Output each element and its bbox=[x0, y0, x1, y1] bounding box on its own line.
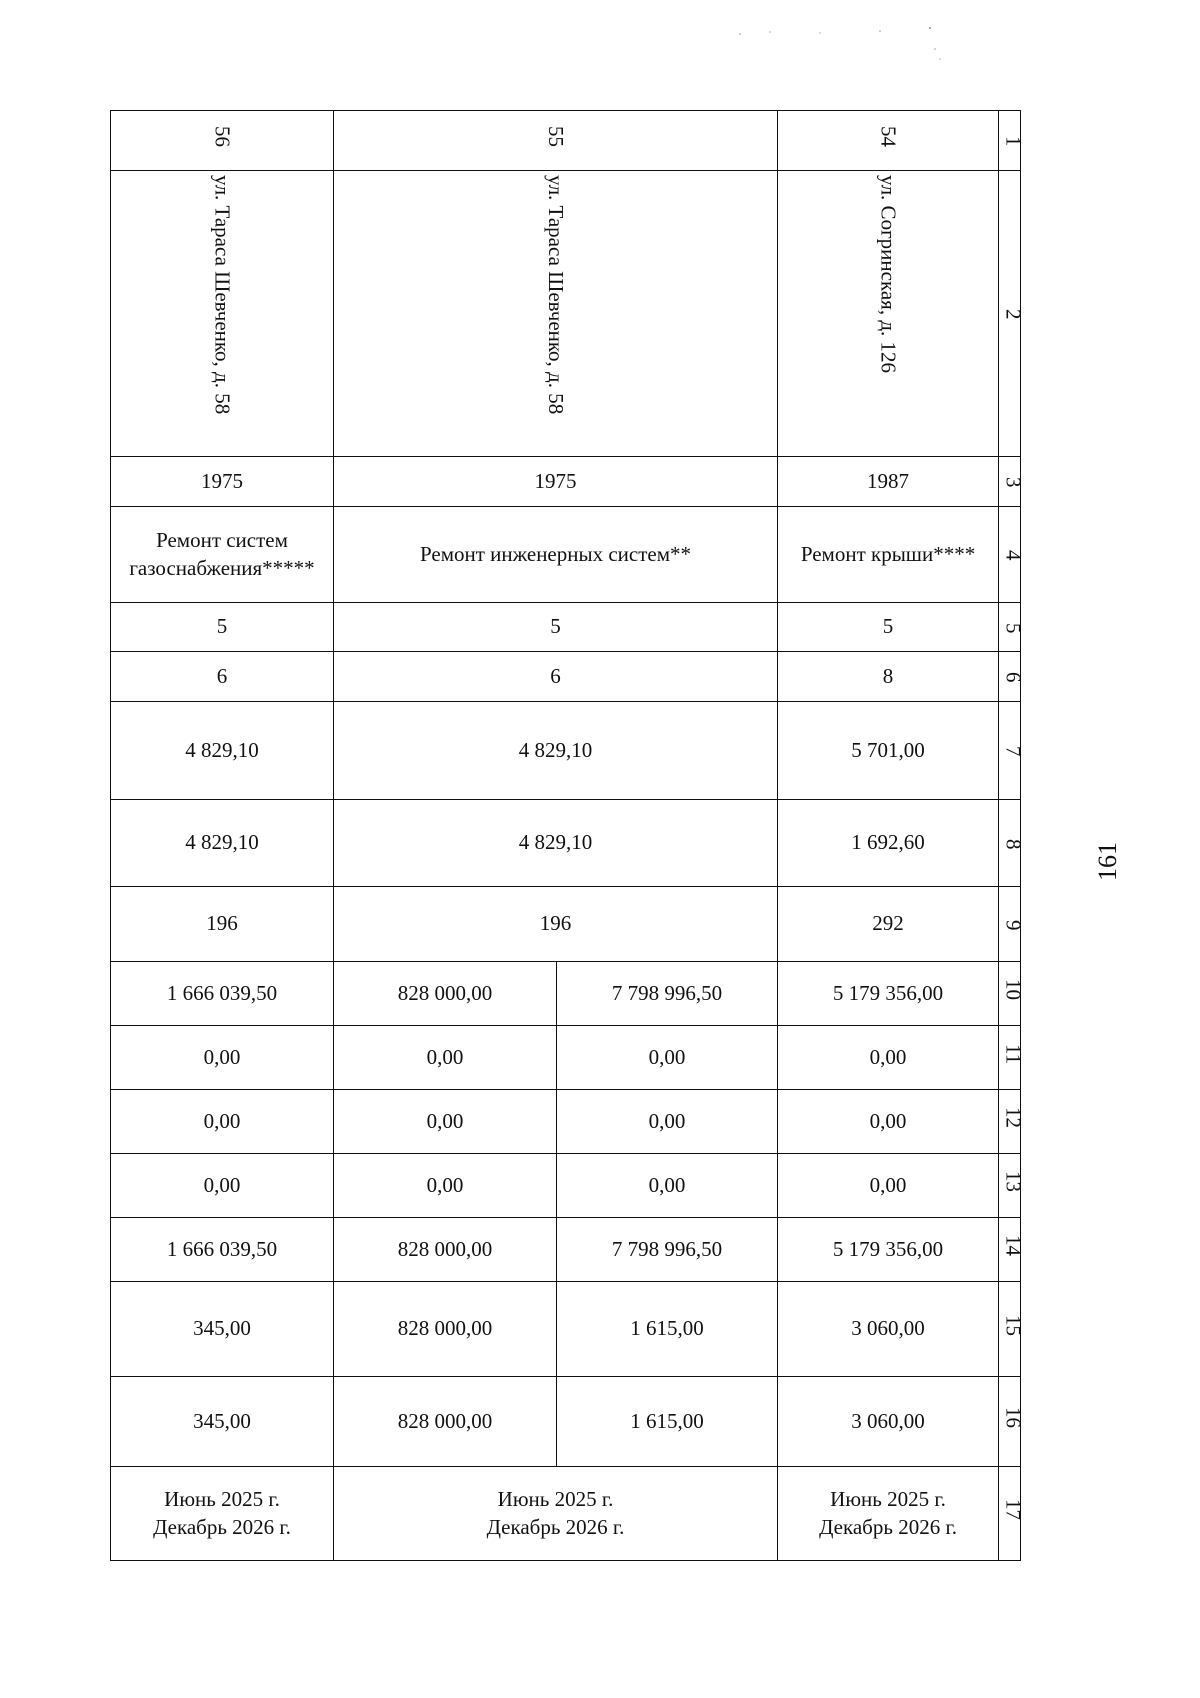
cell-56-c14: 1 666 039,50 bbox=[111, 1218, 334, 1282]
cell-54-c7: 5 701,00 bbox=[778, 702, 999, 800]
column-number: 16 bbox=[1001, 1407, 1026, 1429]
cell-55-c10-b: 828 000,00 bbox=[334, 962, 557, 1026]
cell-56-c9: 196 bbox=[111, 887, 334, 962]
cell-54-c16: 3 060,00 bbox=[778, 1377, 999, 1467]
cell-55-c11-a: 0,00 bbox=[557, 1026, 778, 1090]
cell-56-c15: 345,00 bbox=[111, 1282, 334, 1377]
cell-55-c8: 4 829,10 bbox=[334, 800, 778, 887]
cell-54-c8: 1 692,60 bbox=[778, 800, 999, 887]
scan-specks bbox=[730, 24, 950, 74]
cell-55-c13-a: 0,00 bbox=[557, 1154, 778, 1218]
period-start-56: Июнь 2025 г. bbox=[164, 1487, 280, 1512]
cell-55-c14-a: 7 798 996,50 bbox=[557, 1218, 778, 1282]
table-row-col-2 bbox=[111, 171, 1021, 457]
cell-55-c15-b: 828 000,00 bbox=[334, 1282, 557, 1377]
address-56: ул. Тараса Шевченко, д. 58 bbox=[210, 175, 235, 415]
cell-54-c14: 5 179 356,00 bbox=[778, 1218, 999, 1282]
column-number: 2 bbox=[1001, 309, 1026, 320]
cell-56-c11: 0,00 bbox=[111, 1026, 334, 1090]
table-row-col-13 bbox=[111, 1154, 1021, 1218]
column-number: 10 bbox=[1001, 979, 1026, 1001]
cell-54-c13: 0,00 bbox=[778, 1154, 999, 1218]
period-start-54: Июнь 2025 г. bbox=[830, 1487, 946, 1512]
row-id-56: 56 bbox=[210, 126, 235, 148]
cell-56-c10: 1 666 039,50 bbox=[111, 962, 334, 1026]
address-54: ул. Согринская, д. 126 bbox=[876, 175, 901, 374]
cell-55-c12-a: 0,00 bbox=[557, 1090, 778, 1154]
data-table bbox=[110, 110, 1026, 1561]
table-row-col-11 bbox=[111, 1026, 1021, 1090]
cell-55-c15-a: 1 615,00 bbox=[557, 1282, 778, 1377]
cell-55-c11-b: 0,00 bbox=[334, 1026, 557, 1090]
table-row-col-9 bbox=[111, 887, 1021, 962]
column-number: 14 bbox=[1001, 1235, 1026, 1257]
work-type-54: Ремонт крыши**** bbox=[778, 507, 999, 603]
table-row-col-3 bbox=[111, 457, 1021, 507]
period-end-55: Декабрь 2026 г. bbox=[486, 1514, 625, 1539]
table-row-col-1 bbox=[111, 111, 1021, 171]
cell-55-c9: 196 bbox=[334, 887, 778, 962]
table-row-col-15 bbox=[111, 1282, 1021, 1377]
table-row-col-17 bbox=[111, 1467, 1021, 1561]
work-type-55: Ремонт инженерных систем** bbox=[334, 507, 778, 603]
cell-54-c9: 292 bbox=[778, 887, 999, 962]
column-number: 1 bbox=[1001, 136, 1026, 147]
cell-54-c10: 5 179 356,00 bbox=[778, 962, 999, 1026]
cell-54-c5: 5 bbox=[778, 603, 999, 652]
cell-55-c7: 4 829,10 bbox=[334, 702, 778, 800]
period-end-56: Декабрь 2026 г. bbox=[153, 1514, 291, 1539]
column-number: 13 bbox=[1001, 1171, 1026, 1193]
work-type-56-line2: газоснабжения***** bbox=[129, 555, 315, 580]
column-number: 7 bbox=[1001, 746, 1026, 757]
work-type-56-line1: Ремонт систем bbox=[156, 528, 288, 553]
address-55: ул. Тараса Шевченко, д. 58 bbox=[544, 175, 569, 415]
table-row-col-5 bbox=[111, 603, 1021, 652]
period-start-55: Июнь 2025 г. bbox=[497, 1487, 614, 1512]
cell-56-c8: 4 829,10 bbox=[111, 800, 334, 887]
row-id-54: 54 bbox=[876, 126, 901, 148]
year-55: 1975 bbox=[334, 457, 778, 507]
column-number: 3 bbox=[1001, 477, 1026, 488]
cell-56-c6: 6 bbox=[111, 652, 334, 702]
period-end-54: Декабрь 2026 г. bbox=[819, 1514, 957, 1539]
cell-54-c6: 8 bbox=[778, 652, 999, 702]
table-row-col-6 bbox=[111, 652, 1021, 702]
cell-55-c16-a: 1 615,00 bbox=[557, 1377, 778, 1467]
row-id-55: 55 bbox=[544, 126, 569, 148]
cell-56-c7: 4 829,10 bbox=[111, 702, 334, 800]
cell-56-c13: 0,00 bbox=[111, 1154, 334, 1218]
cell-55-c16-b: 828 000,00 bbox=[334, 1377, 557, 1467]
cell-55-c13-b: 0,00 bbox=[334, 1154, 557, 1218]
page-number: 161 bbox=[1093, 842, 1122, 882]
cell-54-c12: 0,00 bbox=[778, 1090, 999, 1154]
table-row-col-12 bbox=[111, 1090, 1021, 1154]
table-row-col-4 bbox=[111, 507, 1021, 603]
table-row-col-10 bbox=[111, 962, 1021, 1026]
year-54: 1987 bbox=[778, 457, 999, 507]
column-number: 5 bbox=[1001, 622, 1026, 634]
column-number: 9 bbox=[1001, 919, 1026, 931]
cell-55-c10-a: 7 798 996,50 bbox=[557, 962, 778, 1026]
column-number: 15 bbox=[1001, 1314, 1026, 1336]
cell-55-c5: 5 bbox=[334, 603, 778, 652]
column-number: 8 bbox=[1001, 838, 1026, 850]
column-number: 11 bbox=[1001, 1043, 1026, 1064]
table-row-col-16 bbox=[111, 1377, 1021, 1467]
table-row-col-7 bbox=[111, 702, 1021, 800]
cell-55-c6: 6 bbox=[334, 652, 778, 702]
column-number: 17 bbox=[1001, 1499, 1026, 1521]
cell-54-c11: 0,00 bbox=[778, 1026, 999, 1090]
table-row-col-14 bbox=[111, 1218, 1021, 1282]
year-56: 1975 bbox=[111, 457, 334, 507]
cell-54-c15: 3 060,00 bbox=[778, 1282, 999, 1377]
cell-56-c5: 5 bbox=[111, 603, 334, 652]
cell-56-c16: 345,00 bbox=[111, 1377, 334, 1467]
cell-56-c12: 0,00 bbox=[111, 1090, 334, 1154]
cell-55-c12-b: 0,00 bbox=[334, 1090, 557, 1154]
column-number: 4 bbox=[1001, 550, 1026, 561]
column-number: 6 bbox=[1001, 672, 1026, 683]
column-number: 12 bbox=[1001, 1107, 1026, 1129]
cell-55-c14-b: 828 000,00 bbox=[334, 1218, 557, 1282]
table-row-col-8 bbox=[111, 800, 1021, 887]
